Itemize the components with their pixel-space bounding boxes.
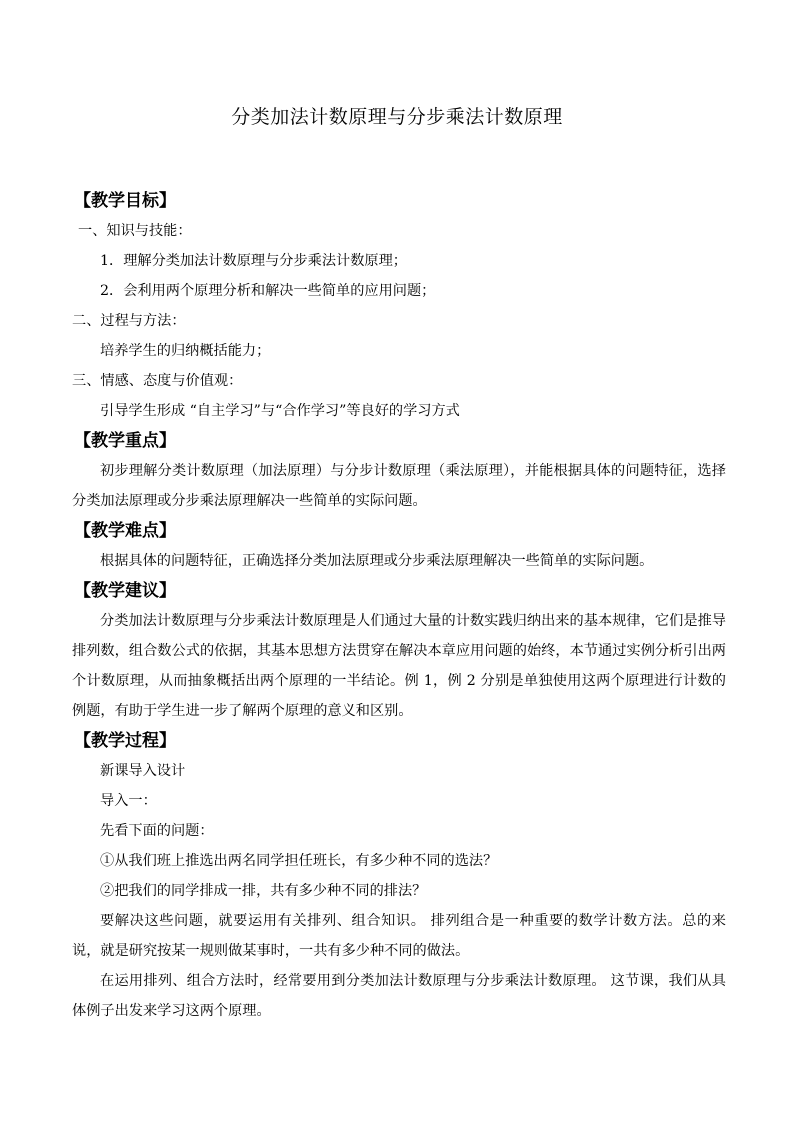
process-paragraph-2: 在运用排列、组合方法时，经常要用到分类加法计数原理与分步乘法计数原理。 这节课，我们从具体例子出发来学习这两个原理。 (72, 973, 726, 1019)
section-heading-key-points: 【教学重点】 (74, 431, 176, 451)
section-heading-difficulties: 【教学难点】 (74, 521, 176, 541)
process-question-1: ①从我们班上推选出两名同学担任班长，有多少种不同的选法？ (100, 853, 498, 869)
objective-category-knowledge: 一、知识与技能： (78, 223, 192, 239)
section-heading-suggestions: 【教学建议】 (74, 581, 176, 601)
section-heading-objectives: 【教学目标】 (74, 191, 176, 211)
suggestions-text: 分类加法计数原理与分步乘法计数原理是人们通过大量的计数实践归纳出来的基本规律，它们是推导排列数，组合数公式的依据，其基本思想方法贯穿在解决本章应用问题的始终，本节通过实例分析引出两个计数原理，从而抽象概括出两个原理的一半结论。例 1，例 2 分别是单独使用这两个原理进行计数的例题，有助于学生进一步了解两个原理的意义和区别。 (72, 613, 726, 719)
process-question-2: ②把我们的同学排成一排，共有多少种不同的排法？ (100, 883, 427, 899)
objective-category-emotion: 三、情感、态度与价值观： (72, 373, 243, 389)
document-body (72, 186, 726, 1026)
objective-item-1: 1．理解分类加法计数原理与分步乘法计数原理； (100, 253, 407, 269)
objective-item-3: 培养学生的归纳概括能力； (100, 343, 271, 359)
objective-item-4: 引导学生形成 “自主学习”与“合作学习”等良好的学习方式 (100, 403, 460, 419)
process-line-3: 先看下面的问题： (100, 823, 214, 839)
difficulties-text: 根据具体的问题特征，正确选择分类加法原理或分步乘法原理解决一些简单的实际问题。 (100, 553, 654, 569)
objective-item-2: 2．会利用两个原理分析和解决一些简单的应用问题； (100, 283, 436, 299)
objective-category-process: 二、过程与方法： (72, 313, 186, 329)
document-title: 分类加法计数原理与分步乘法计数原理 (231, 106, 563, 128)
key-points-text: 初步理解分类计数原理（加法原理）与分步计数原理（乘法原理），并能根据具体的问题特征，选择分类加法原理或分步乘法原理解决一些简单的实际问题。 (72, 463, 726, 509)
section-heading-process: 【教学过程】 (74, 731, 176, 751)
process-line-1: 新课导入设计 (100, 763, 186, 779)
process-line-2: 导入一： (100, 793, 157, 809)
process-paragraph-1: 要解决这些问题，就要运用有关排列、组合知识。 排列组合是一种重要的数学计数方法。总的来说，就是研究按某一规则做某事时，一共有多少种不同的做法。 (72, 913, 726, 959)
